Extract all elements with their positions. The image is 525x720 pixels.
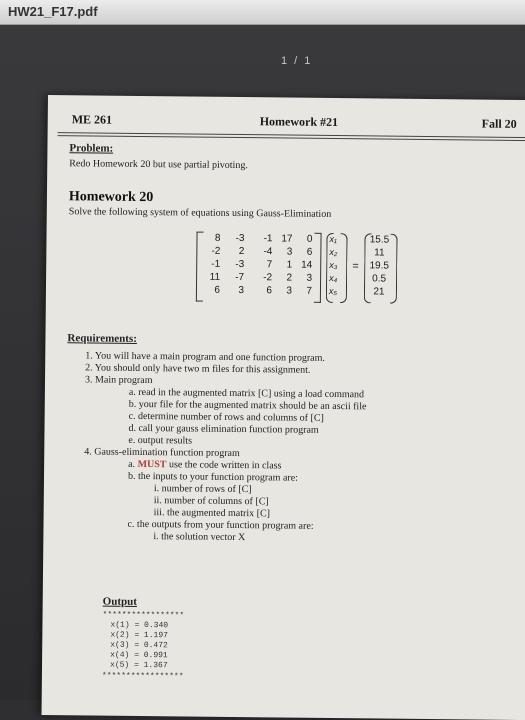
- problem-heading: Problem:: [69, 142, 114, 155]
- matrix-cell: -2: [211, 245, 221, 257]
- unknown-x4: x₄: [329, 272, 338, 284]
- page-counter: 1 / 1: [281, 55, 313, 67]
- course-code: ME 261: [71, 112, 113, 127]
- vector-right-bracket: [340, 233, 348, 303]
- matrix-cell: 3: [286, 246, 293, 258]
- must-emphasis: MUST: [137, 458, 167, 471]
- matrix-cell: -2: [263, 272, 273, 284]
- matrix-cell: -4: [263, 246, 273, 258]
- matrix-cell: 2: [238, 246, 245, 258]
- matrix-cell: -3: [235, 258, 245, 271]
- output-line: x(4) = 0.991: [110, 650, 168, 661]
- output-line: x(1) = 0.340: [110, 620, 169, 631]
- output-stars-top: *****************: [102, 610, 185, 621]
- window-titlebar[interactable]: [0, 0, 525, 25]
- rhs-value: 15.5: [369, 234, 390, 246]
- requirement-item: 3. Main program: [84, 374, 153, 387]
- main-program-subitem: c. determine number of rows and columns of [C]: [128, 410, 324, 424]
- output-line: x(5) = 1.367: [109, 660, 168, 671]
- output-heading: Output: [102, 595, 138, 608]
- output-line: x(3) = 0.472: [110, 640, 168, 651]
- unknown-x3: x₃: [329, 259, 338, 271]
- matrix-cell: 6: [306, 246, 313, 258]
- main-program-subitem: a. read in the augmented matrix [C] using a load command: [128, 386, 365, 401]
- homework-title: Homework #21: [259, 114, 339, 130]
- term: Fall 20: [481, 116, 517, 131]
- requirement-item: 4. Gauss-elimination function program: [84, 446, 240, 460]
- matrix-cell: 11: [209, 271, 221, 283]
- rhs-value: 11: [374, 247, 385, 259]
- matrix-cell: 6: [266, 285, 273, 297]
- output-stars-bottom: *****************: [101, 671, 184, 682]
- main-program-subitem: b. your file for the augmented matrix should be an ascii file: [128, 398, 367, 413]
- matrix-cell: 7: [306, 285, 313, 297]
- matrix-cell: 3: [286, 285, 293, 297]
- matrix-cell: 14: [301, 259, 313, 271]
- matrix-cell: 3: [238, 285, 245, 297]
- function-subitem: [128, 459, 281, 472]
- homework20-heading: Homework 20: [68, 189, 154, 206]
- function-subitem: b. the inputs to your function program are:: [127, 470, 299, 484]
- matrix-cell: 8: [214, 232, 221, 244]
- equals-sign: =: [352, 260, 359, 273]
- matrix-cell: 6: [214, 284, 221, 296]
- matrix-cell: -3: [235, 232, 245, 245]
- file-name: HW21_F17.pdf: [8, 4, 98, 19]
- input-item: iii. the augmented matrix [C]: [153, 507, 271, 520]
- subitem-letter: a.: [128, 458, 136, 470]
- matrix-cell: -7: [235, 271, 245, 284]
- matrix-cell: 0: [306, 233, 313, 245]
- unknown-x5: x₅: [328, 285, 338, 297]
- rhs-value: 19.5: [369, 260, 390, 272]
- requirements-heading: Requirements:: [67, 332, 137, 345]
- output-line: x(2) = 1.197: [110, 630, 169, 641]
- matrix-cell: -1: [211, 258, 221, 270]
- rhs-value: 0.5: [372, 273, 387, 285]
- matrix-cell: 17: [281, 233, 293, 245]
- main-program-subitem: d. call your gauss elimination function program: [128, 422, 319, 436]
- matrix-cell: 2: [286, 272, 293, 284]
- output-item: i. the solution vector X: [153, 531, 246, 544]
- matrix-cell: 1: [286, 259, 293, 271]
- matrix-cell: 3: [306, 272, 313, 284]
- rhs-value: 21: [373, 286, 385, 298]
- matrix-cell: -1: [263, 233, 273, 245]
- homework20-subtitle: Solve the following system of equations using Gauss-Elimination: [68, 206, 332, 220]
- main-program-subitem: e. output results: [128, 434, 193, 447]
- function-subitem: c. the outputs from your function program are:: [127, 518, 314, 532]
- matrix-cell: 7: [266, 259, 273, 271]
- subitem-text: use the code written in class: [168, 459, 282, 472]
- matrix-right-bracket: [314, 233, 322, 303]
- input-item: i. number of rows of [C]: [153, 483, 252, 496]
- unknown-x1: x₁: [329, 233, 337, 245]
- requirement-item: 1. You will have a main program and one function program.: [85, 350, 326, 364]
- requirement-item: 2. You should only have two m files for this assignment.: [85, 362, 311, 376]
- input-item: ii. number of columns of [C]: [153, 495, 269, 508]
- unknown-x2: x₂: [329, 246, 338, 258]
- equation-system: [196, 232, 422, 304]
- problem-text: Redo Homework 20 but use partial pivoting.: [69, 158, 248, 172]
- pdf-page[interactable]: [42, 95, 525, 720]
